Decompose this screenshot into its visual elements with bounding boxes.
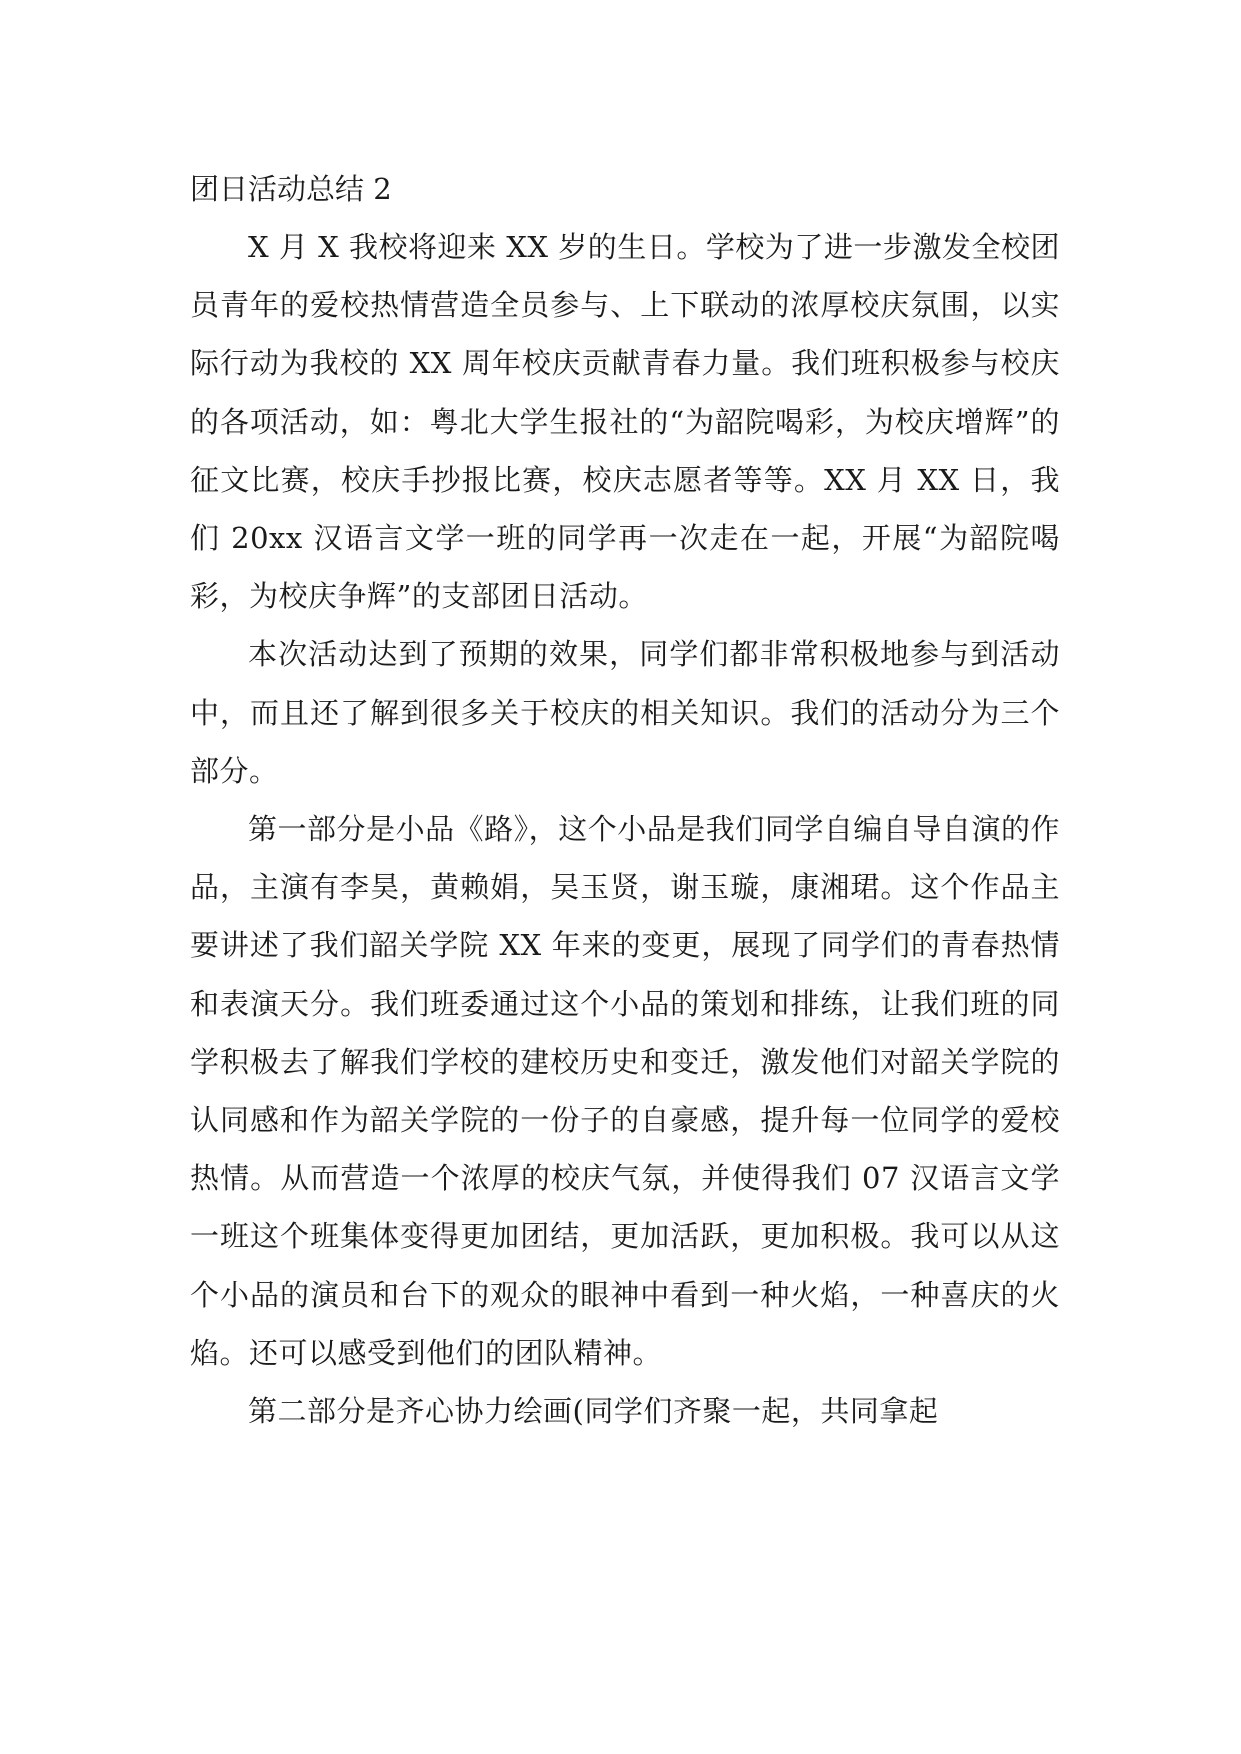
document-title: 团日活动总结 2 [190, 172, 392, 206]
paragraph-part-one: 第一部分是小品《路》，这个小品是我们同学自编自导自演的作品，主演有李昊，黄赖娟，吴玉贤，谢玉璇，康湘珺。这个作品主要讲述了我们韶关学院 XX 年来的变更，展现了同学们的青春热情和表演天分。我们班委通过这个小品的策划和排练，让我们班的同学积极去了解我们学校的建校历史和变迁，激发他们对韶关学院的认同感和作为韶关学院的一份子的自豪感，提升每一位同学的爱校热情。从而营造一个浓厚的校庆气氛，并使得我们 07 汉语言文学一班这个班集体变得更加团结，更加活跃，更加积极。我可以从这个小品的演员和台下的观众的眼神中看到一种火焰，一种喜庆的火焰。还可以感受到他们的团队精神。 [190, 812, 1060, 1370]
paragraph-intro: X 月 X 我校将迎来 XX 岁的生日。学校为了进一步激发全校团员青年的爱校热情营造全员参与、上下联动的浓厚校庆氛围，以实际行动为我校的 XX 周年校庆贡献青春力量。我们班积极参与校庆的各项活动，如：粤北大学生报社的“为韶院喝彩，为校庆增辉”的征文比赛，校庆手抄报比赛，校庆志愿者等等。XX 月 XX 日，我们 20xx 汉语言文学一班的同学再一次走在一起，开展“为韶院喝彩，为校庆争辉”的支部团日活动。 [190, 230, 1060, 614]
paragraph-part-two: 第二部分是齐心协力绘画(同学们齐聚一起，共同拿起 [248, 1394, 939, 1429]
paragraph-overview: 本次活动达到了预期的效果，同学们都非常积极地参与到活动中，而且还了解到很多关于校庆的相关知识。我们的活动分为三个部分。 [190, 637, 1060, 788]
document-body [190, 160, 1060, 1440]
